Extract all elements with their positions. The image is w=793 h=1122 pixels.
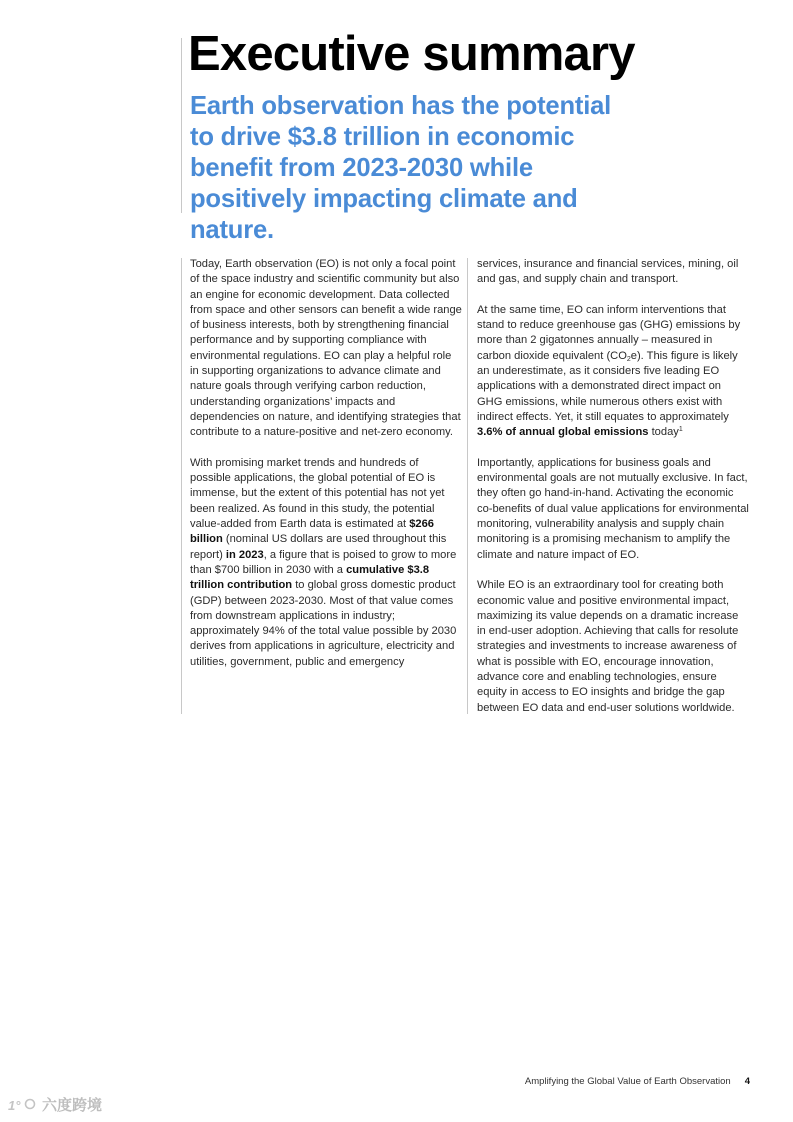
svg-text:1°: 1° (8, 1097, 21, 1113)
page-footer (430, 1076, 750, 1087)
middle-column-rule (467, 258, 468, 714)
page-number: 4 (744, 1076, 750, 1087)
text-run: , a figure that is poised to grow to more than $700 billion in 2030 with a (190, 548, 457, 576)
bold-annual-emissions: 3.6% of annual global emissions (477, 426, 649, 439)
watermark (8, 1094, 102, 1115)
bold-266-billion: $266 billion (190, 518, 435, 546)
right-paragraph-3: Importantly, applications for business goals and environmental goals are not mutually exclusive. In fact, they often go hand-in-hand. Activating the economic co-benefits of dual value applications for environmental monitoring, vulnerability analysis and supply chain monitoring is a promising mechanism to amplify the climate and nature impact of EO. (477, 456, 749, 561)
left-paragraph-1: Today, Earth observation (EO) is not only a focal point of the space industry and scientific community but also an engine for economic development. Data collected from space and other sensors can benefit a wide range of business interests, both by strengthening financial performance and by supporting compliance with environmental regulations. EO can play a helpful role in supporting organizations to advance climate and nature goals through verifying carbon reduction, understanding organizations’ impacts and dependencies on nature, and identifying strategies that contribute to a nature-positive and net-zero economy. (190, 258, 462, 439)
footer-report-title: Amplifying the Global Value of Earth Observation (524, 1076, 731, 1087)
left-paragraph-2 (190, 456, 462, 670)
title-rule (181, 38, 182, 213)
bold-in-2023: in 2023 (225, 548, 264, 561)
text-run: (nominal US dollars are used throughout this report) (190, 533, 447, 561)
bold-cumulative-contribution: cumulative $3.8 trillion contribution (190, 563, 430, 592)
left-column (190, 257, 462, 685)
page-title: Executive summary (188, 27, 635, 81)
page-subtitle: Earth observation has the potential to drive $3.8 trillion in economic benefit from 2023-2030 while positively impacting climate and nature. (190, 92, 612, 244)
text-run: At the same time, EO can inform interventions that stand to reduce greenhouse gas (GHG) emissions by more than 2 gigatonnes annually – measured in carbon dioxide equivalent (CO (477, 303, 741, 362)
text-run: e). This figure is likely an underestimate, as it considers five leading EO applications with a demonstrated direct impact on GHG emissions, while numerous others exist with indirect effects. Yet, it still equates to approximately (477, 349, 738, 423)
footnote-reference[interactable]: 1 (678, 426, 683, 434)
right-paragraph-4: While EO is an extraordinary tool for creating both economic value and positive environmental impact, maximizing its value depends on a dramatic increase in end-user adoption. Achieving that calls for resolute strategies and investments to increase awareness of what is possible with EO, encourage innovation, advance core and enabling technologies, ensure equity in access to EO insights and bridge the gap between EO data and end-user solutions worldwide. (477, 579, 739, 714)
watermark-text: 六度跨境 (42, 1097, 103, 1114)
right-column (477, 257, 749, 731)
right-paragraph-1: services, insurance and financial services, mining, oil and gas, and supply chain and transport. (477, 258, 739, 286)
text-run: With promising market trends and hundreds of possible applications, the global potential of EO is immense, but the extent of this potential has not yet been realized. As found in this study, the potential value-added from Earth data is estimated at (190, 456, 445, 531)
text-run: to global gross domestic product (GDP) between 2023-2030. Most of that value comes from downstream applications in industry; approximately 94% of the total value possible by 2030 derives from applications in agriculture, electricity and utilities, government, public and emergency (190, 579, 457, 668)
text-run: today (648, 426, 679, 439)
left-column-rule (181, 258, 182, 714)
right-paragraph-2 (477, 303, 749, 441)
subscript-2: 2 (626, 355, 631, 363)
watermark-logo-icon (8, 1097, 38, 1113)
